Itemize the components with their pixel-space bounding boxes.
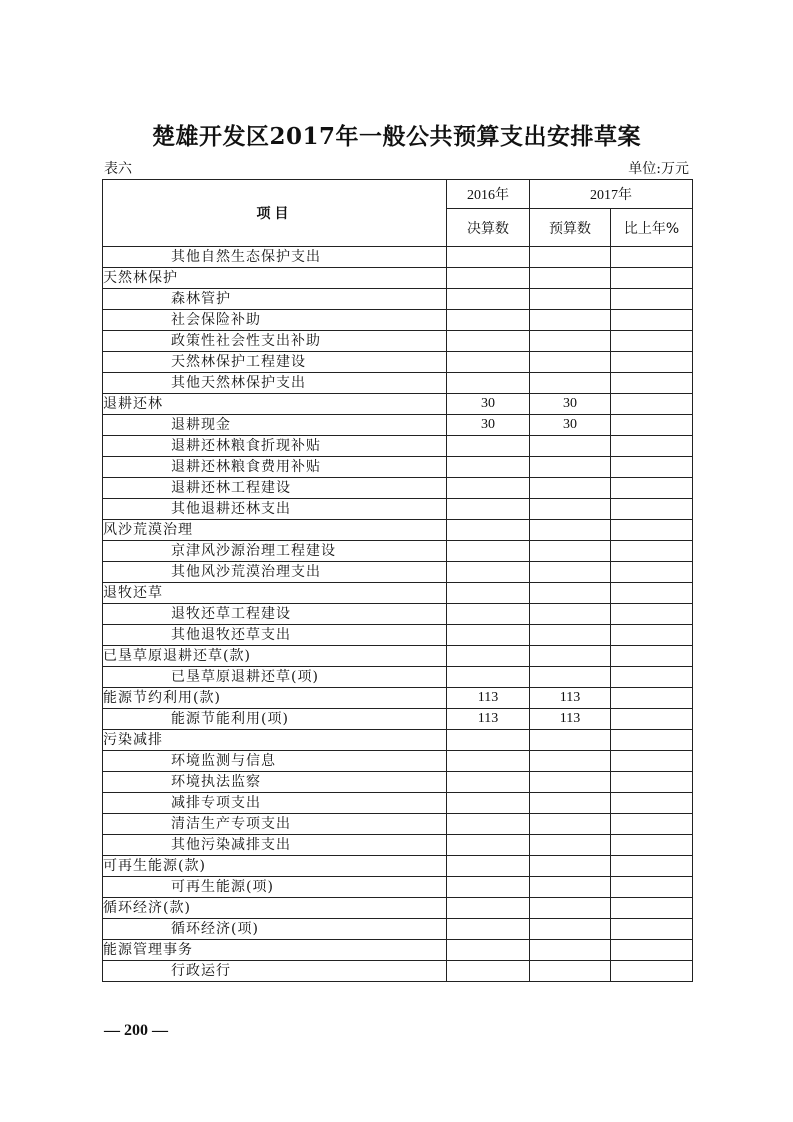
row-budget-value xyxy=(530,625,611,646)
row-final-value xyxy=(447,310,530,331)
row-ratio-value xyxy=(611,667,693,688)
row-final-value xyxy=(447,751,530,772)
row-final-value xyxy=(447,331,530,352)
row-budget-value xyxy=(530,478,611,499)
row-final-value xyxy=(447,667,530,688)
row-final-value xyxy=(447,940,530,961)
table-row xyxy=(103,646,693,667)
table-row xyxy=(103,436,693,457)
unit-label: 单位:万元 xyxy=(628,161,689,177)
row-ratio-value xyxy=(611,583,693,604)
row-budget-value xyxy=(530,940,611,961)
row-ratio-value xyxy=(611,898,693,919)
row-final-value xyxy=(447,877,530,898)
page-number: — 200 — xyxy=(104,1022,168,1039)
row-final-value: 30 xyxy=(447,394,530,415)
row-item-name: 可再生能源(款) xyxy=(103,856,447,877)
table-row xyxy=(103,331,693,352)
row-ratio-value xyxy=(611,457,693,478)
row-item-name: 退耕还林粮食费用补贴 xyxy=(103,457,447,478)
row-ratio-value xyxy=(611,289,693,310)
row-item-name: 其他自然生态保护支出 xyxy=(103,247,447,268)
row-ratio-value xyxy=(611,919,693,940)
row-ratio-value xyxy=(611,436,693,457)
row-final-value xyxy=(447,373,530,394)
row-item-name: 退牧还草工程建设 xyxy=(103,604,447,625)
row-ratio-value xyxy=(611,373,693,394)
row-item-name: 能源管理事务 xyxy=(103,940,447,961)
table-row xyxy=(103,478,693,499)
row-ratio-value xyxy=(611,415,693,436)
row-final-value xyxy=(447,520,530,541)
table-row xyxy=(103,625,693,646)
budget-table xyxy=(102,179,693,982)
header-year-2016: 2016年 xyxy=(447,180,530,209)
row-budget-value: 30 xyxy=(530,415,611,436)
row-final-value: 113 xyxy=(447,709,530,730)
row-final-value xyxy=(447,814,530,835)
row-item-name: 环境监测与信息 xyxy=(103,751,447,772)
row-final-value xyxy=(447,247,530,268)
row-budget-value xyxy=(530,835,611,856)
row-budget-value: 30 xyxy=(530,394,611,415)
row-ratio-value xyxy=(611,856,693,877)
row-final-value xyxy=(447,478,530,499)
row-final-value: 30 xyxy=(447,415,530,436)
table-row xyxy=(103,772,693,793)
row-final-value xyxy=(447,793,530,814)
row-budget-value xyxy=(530,814,611,835)
row-item-name: 循环经济(款) xyxy=(103,898,447,919)
row-ratio-value xyxy=(611,352,693,373)
table-row xyxy=(103,310,693,331)
row-ratio-value xyxy=(611,268,693,289)
row-budget-value xyxy=(530,793,611,814)
table-row xyxy=(103,541,693,562)
row-final-value xyxy=(447,646,530,667)
table-row xyxy=(103,835,693,856)
row-final-value xyxy=(447,625,530,646)
row-budget-value xyxy=(530,520,611,541)
row-item-name: 循环经济(项) xyxy=(103,919,447,940)
row-item-name: 已垦草原退耕还草(项) xyxy=(103,667,447,688)
row-ratio-value xyxy=(611,541,693,562)
row-final-value xyxy=(447,562,530,583)
table-body xyxy=(103,247,693,982)
row-final-value xyxy=(447,856,530,877)
row-item-name: 退耕现金 xyxy=(103,415,447,436)
row-item-name: 能源节约利用(款) xyxy=(103,688,447,709)
row-budget-value xyxy=(530,667,611,688)
table-row xyxy=(103,415,693,436)
row-item-name: 退耕还林工程建设 xyxy=(103,478,447,499)
table-row xyxy=(103,877,693,898)
row-ratio-value xyxy=(611,709,693,730)
row-item-name: 退牧还草 xyxy=(103,583,447,604)
row-final-value xyxy=(447,835,530,856)
row-budget-value xyxy=(530,856,611,877)
row-ratio-value xyxy=(611,940,693,961)
row-ratio-value xyxy=(611,604,693,625)
row-ratio-value xyxy=(611,520,693,541)
row-final-value xyxy=(447,541,530,562)
table-row xyxy=(103,814,693,835)
header-ratio: 比上年% xyxy=(611,209,693,247)
table-row xyxy=(103,709,693,730)
row-ratio-value xyxy=(611,730,693,751)
header-final-accounts: 决算数 xyxy=(447,209,530,247)
row-budget-value xyxy=(530,310,611,331)
row-budget-value xyxy=(530,499,611,520)
row-item-name: 风沙荒漠治理 xyxy=(103,520,447,541)
header-year-2017: 2017年 xyxy=(530,180,693,209)
row-item-name: 其他天然林保护支出 xyxy=(103,373,447,394)
table-row xyxy=(103,247,693,268)
table-row xyxy=(103,520,693,541)
row-budget-value: 113 xyxy=(530,688,611,709)
row-ratio-value xyxy=(611,646,693,667)
row-item-name: 行政运行 xyxy=(103,961,447,982)
row-ratio-value xyxy=(611,751,693,772)
table-row xyxy=(103,583,693,604)
header-budget: 预算数 xyxy=(530,209,611,247)
row-item-name: 社会保险补助 xyxy=(103,310,447,331)
table-row xyxy=(103,919,693,940)
row-budget-value xyxy=(530,961,611,982)
row-ratio-value xyxy=(611,310,693,331)
row-ratio-value xyxy=(611,247,693,268)
row-item-name: 天然林保护工程建设 xyxy=(103,352,447,373)
row-item-name: 能源节能利用(项) xyxy=(103,709,447,730)
table-row xyxy=(103,289,693,310)
row-ratio-value xyxy=(611,835,693,856)
row-budget-value xyxy=(530,919,611,940)
row-budget-value xyxy=(530,604,611,625)
row-item-name: 其他污染减排支出 xyxy=(103,835,447,856)
row-ratio-value xyxy=(611,331,693,352)
row-budget-value xyxy=(530,457,611,478)
table-row xyxy=(103,373,693,394)
row-item-name: 污染减排 xyxy=(103,730,447,751)
row-ratio-value xyxy=(611,688,693,709)
row-item-name: 减排专项支出 xyxy=(103,793,447,814)
table-row xyxy=(103,856,693,877)
table-row xyxy=(103,793,693,814)
table-label: 表六 xyxy=(104,161,132,177)
row-budget-value xyxy=(530,373,611,394)
row-budget-value xyxy=(530,898,611,919)
table-row xyxy=(103,394,693,415)
row-final-value xyxy=(447,772,530,793)
row-ratio-value xyxy=(611,793,693,814)
row-final-value: 113 xyxy=(447,688,530,709)
row-budget-value xyxy=(530,541,611,562)
row-item-name: 京津风沙源治理工程建设 xyxy=(103,541,447,562)
row-final-value xyxy=(447,919,530,940)
row-final-value xyxy=(447,268,530,289)
table-row xyxy=(103,688,693,709)
row-final-value xyxy=(447,583,530,604)
row-ratio-value xyxy=(611,562,693,583)
row-ratio-value xyxy=(611,625,693,646)
table-row xyxy=(103,562,693,583)
row-ratio-value xyxy=(611,499,693,520)
document-title: 楚雄开发区2017年一般公共预算支出安排草案 xyxy=(151,123,641,150)
row-final-value xyxy=(447,289,530,310)
table-row xyxy=(103,751,693,772)
table-row xyxy=(103,499,693,520)
row-budget-value xyxy=(530,583,611,604)
row-item-name: 清洁生产专项支出 xyxy=(103,814,447,835)
row-item-name: 其他退牧还草支出 xyxy=(103,625,447,646)
row-final-value xyxy=(447,961,530,982)
row-final-value xyxy=(447,898,530,919)
table-row xyxy=(103,730,693,751)
row-budget-value xyxy=(530,352,611,373)
row-final-value xyxy=(447,436,530,457)
table-row xyxy=(103,940,693,961)
row-budget-value xyxy=(530,289,611,310)
row-ratio-value xyxy=(611,877,693,898)
row-ratio-value xyxy=(611,772,693,793)
row-budget-value: 113 xyxy=(530,709,611,730)
row-item-name: 可再生能源(项) xyxy=(103,877,447,898)
row-budget-value xyxy=(530,751,611,772)
row-item-name: 其他风沙荒漠治理支出 xyxy=(103,562,447,583)
row-final-value xyxy=(447,457,530,478)
table-row xyxy=(103,604,693,625)
row-item-name: 已垦草原退耕还草(款) xyxy=(103,646,447,667)
table-header xyxy=(103,180,693,247)
table-row xyxy=(103,352,693,373)
row-item-name: 退耕还林粮食折现补贴 xyxy=(103,436,447,457)
row-budget-value xyxy=(530,877,611,898)
table-row xyxy=(103,457,693,478)
row-budget-value xyxy=(530,562,611,583)
row-final-value xyxy=(447,730,530,751)
row-ratio-value xyxy=(611,961,693,982)
row-ratio-value xyxy=(611,478,693,499)
row-final-value xyxy=(447,499,530,520)
row-final-value xyxy=(447,352,530,373)
row-budget-value xyxy=(530,331,611,352)
row-budget-value xyxy=(530,247,611,268)
table-row xyxy=(103,898,693,919)
row-item-name: 森林管护 xyxy=(103,289,447,310)
header-item: 项目 xyxy=(103,180,447,247)
row-final-value xyxy=(447,604,530,625)
row-item-name: 环境执法监察 xyxy=(103,772,447,793)
row-item-name: 其他退耕还林支出 xyxy=(103,499,447,520)
row-item-name: 天然林保护 xyxy=(103,268,447,289)
row-budget-value xyxy=(530,646,611,667)
row-ratio-value xyxy=(611,814,693,835)
row-budget-value xyxy=(530,436,611,457)
table-row xyxy=(103,961,693,982)
table-row xyxy=(103,268,693,289)
row-ratio-value xyxy=(611,394,693,415)
row-item-name: 退耕还林 xyxy=(103,394,447,415)
row-budget-value xyxy=(530,772,611,793)
row-budget-value xyxy=(530,730,611,751)
row-item-name: 政策性社会性支出补助 xyxy=(103,331,447,352)
row-budget-value xyxy=(530,268,611,289)
table-row xyxy=(103,667,693,688)
